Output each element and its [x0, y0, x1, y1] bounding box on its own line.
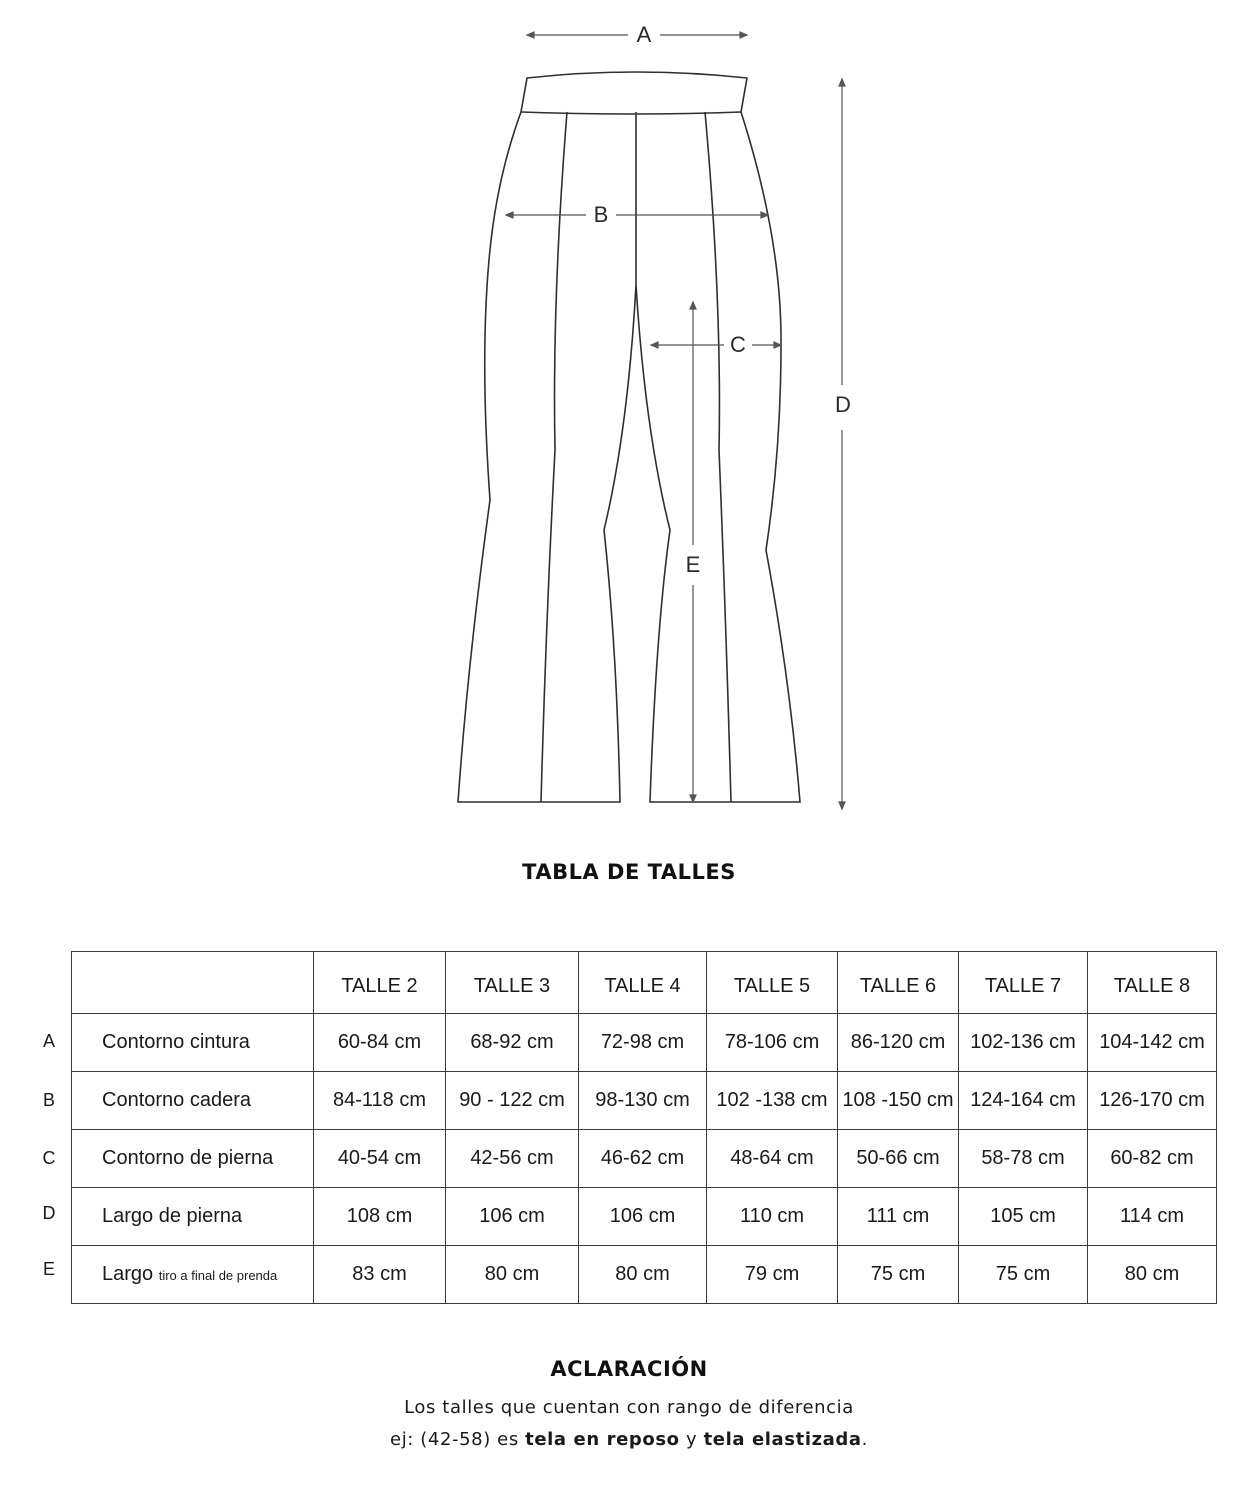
table-cell: 126-170 cm: [1088, 1072, 1217, 1130]
row-label: Contorno de pierna: [72, 1130, 314, 1188]
note-text: .: [861, 1429, 868, 1450]
row-letter-a: A: [42, 1031, 55, 1051]
measure-label-b: B: [593, 202, 609, 227]
measure-label-c: C: [730, 332, 746, 357]
table-row: [72, 1072, 1217, 1130]
row-label: [72, 1246, 314, 1304]
table-row: [72, 1014, 1217, 1072]
table-cell: 75 cm: [959, 1246, 1088, 1304]
column-header: TALLE 4: [579, 952, 707, 1014]
table-cell: 106 cm: [579, 1188, 707, 1246]
row-label-small: tiro a final de prenda: [158, 1268, 278, 1283]
row-letter-d: D: [42, 1203, 56, 1223]
table-cell: 78-106 cm: [707, 1014, 838, 1072]
row-letter-b: B: [42, 1090, 55, 1110]
row-letter-c: C: [42, 1148, 56, 1168]
table-cell: 124-164 cm: [959, 1072, 1088, 1130]
table-title: TABLA DE TALLES: [522, 860, 736, 884]
row-label: Contorno cintura: [72, 1014, 314, 1072]
table-cell: 105 cm: [959, 1188, 1088, 1246]
table-cell: 104-142 cm: [1088, 1014, 1217, 1072]
row-label: Contorno cadera: [72, 1072, 314, 1130]
table-cell: 108 cm: [314, 1188, 446, 1246]
table-cell: 110 cm: [707, 1188, 838, 1246]
table-cell: 102-136 cm: [959, 1014, 1088, 1072]
table-cell: 79 cm: [707, 1246, 838, 1304]
pants-outline: [458, 72, 800, 802]
table-cell: 58-78 cm: [959, 1130, 1088, 1188]
column-header: TALLE 5: [707, 952, 838, 1014]
note-line-1: Los talles que cuentan con rango de diferencia: [404, 1397, 854, 1418]
table-cell: 50-66 cm: [838, 1130, 959, 1188]
size-table: [71, 951, 1217, 1304]
column-header: TALLE 2: [314, 952, 446, 1014]
measure-label-e: E: [685, 552, 701, 577]
column-header: TALLE 8: [1088, 952, 1217, 1014]
column-header: TALLE 3: [446, 952, 579, 1014]
table-cell: 86-120 cm: [838, 1014, 959, 1072]
table-cell: 72-98 cm: [579, 1014, 707, 1072]
row-label-main: Largo: [102, 1263, 154, 1285]
header-empty-cell: [72, 952, 314, 1014]
table-cell: 106 cm: [446, 1188, 579, 1246]
measure-label-d: D: [835, 392, 851, 417]
table-row: [72, 1188, 1217, 1246]
row-letter-e: E: [42, 1259, 55, 1279]
table-cell: 90 - 122 cm: [446, 1072, 579, 1130]
table-cell: 46-62 cm: [579, 1130, 707, 1188]
table-cell: 80 cm: [446, 1246, 579, 1304]
table-cell: 114 cm: [1088, 1188, 1217, 1246]
note-line-2: [0, 1429, 1258, 1450]
note-emphasis: tela en reposo: [525, 1429, 680, 1450]
note-emphasis: tela elastizada: [703, 1429, 862, 1450]
table-cell: 98-130 cm: [579, 1072, 707, 1130]
table-cell: 102 -138 cm: [707, 1072, 838, 1130]
table-cell: 84-118 cm: [314, 1072, 446, 1130]
table-cell: 108 -150 cm: [838, 1072, 959, 1130]
table-cell: 111 cm: [838, 1188, 959, 1246]
waistband-line: [521, 112, 741, 114]
table-cell: 83 cm: [314, 1246, 446, 1304]
table-header-row: [72, 952, 1217, 1014]
table-cell: 60-84 cm: [314, 1014, 446, 1072]
note-text: ej: (42-58) es: [390, 1429, 519, 1450]
note-text: y: [685, 1429, 698, 1450]
table-cell: 80 cm: [579, 1246, 707, 1304]
table-cell: 60-82 cm: [1088, 1130, 1217, 1188]
table-cell: 68-92 cm: [446, 1014, 579, 1072]
table-cell: 40-54 cm: [314, 1130, 446, 1188]
table-row: [72, 1246, 1217, 1304]
table-cell: 48-64 cm: [707, 1130, 838, 1188]
table-cell: 80 cm: [1088, 1246, 1217, 1304]
table-row: [72, 1130, 1217, 1188]
column-header: TALLE 6: [838, 952, 959, 1014]
note-title: ACLARACIÓN: [550, 1357, 708, 1381]
table-cell: 42-56 cm: [446, 1130, 579, 1188]
measure-label-a: A: [636, 22, 652, 47]
table-cell: 75 cm: [838, 1246, 959, 1304]
row-label: Largo de pierna: [72, 1188, 314, 1246]
column-header: TALLE 7: [959, 952, 1088, 1014]
